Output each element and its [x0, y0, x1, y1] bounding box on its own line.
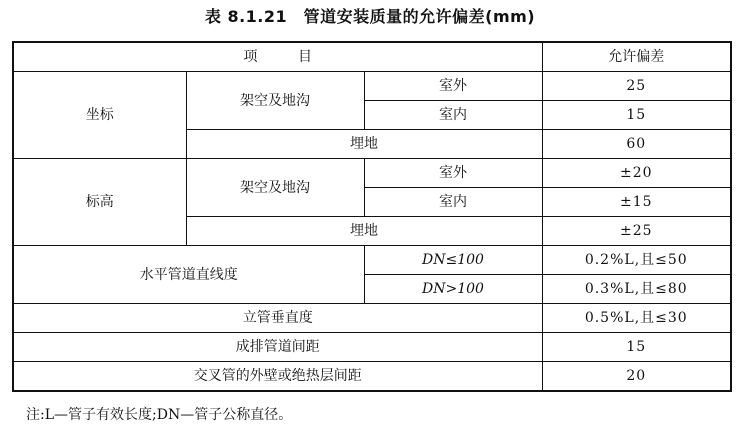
elev-label: 标高	[13, 159, 186, 246]
table-row	[13, 72, 731, 101]
table-note: 注:L—管子有效长度;DN—管子公称直径。	[26, 407, 293, 423]
horizontal-label: 水平管道直线度	[13, 246, 364, 304]
cross-label: 交叉管的外壁或绝热层间距	[13, 362, 542, 392]
vertical-label: 立管垂直度	[13, 304, 542, 333]
elev-overhead: 架空及地沟	[186, 159, 364, 217]
horizontal-cond-1: DN≤100	[364, 246, 542, 275]
cross-value: 20	[542, 362, 731, 392]
horizontal-value-2: 0.3%L,且≤80	[542, 275, 731, 304]
elev-buried: 埋地	[186, 217, 542, 246]
table-row	[13, 333, 731, 362]
horizontal-value-1: 0.2%L,且≤50	[542, 246, 731, 275]
coord-buried: 埋地	[186, 130, 542, 159]
horizontal-cond-2: DN>100	[364, 275, 542, 304]
coord-buried-value: 60	[542, 130, 731, 159]
table-title: 表 8.1.21 管道安装质量的允许偏差(mm)	[204, 7, 536, 26]
spacing-label: 成排管道间距	[13, 333, 542, 362]
coord-indoor-value: 15	[542, 101, 731, 130]
table-row	[13, 159, 731, 188]
tolerance-table	[12, 41, 732, 392]
vertical-value: 0.5%L,且≤30	[542, 304, 731, 333]
elev-outdoor-value: ±20	[542, 159, 731, 188]
coord-label: 坐标	[13, 72, 186, 159]
header-allowance: 允许偏差	[542, 42, 731, 72]
elev-outdoor: 室外	[364, 159, 542, 188]
coord-outdoor: 室外	[364, 72, 542, 101]
elev-indoor-value: ±15	[542, 188, 731, 217]
coord-outdoor-value: 25	[542, 72, 731, 101]
header-item: 项 目	[13, 42, 542, 72]
elev-buried-value: ±25	[542, 217, 731, 246]
coord-overhead: 架空及地沟	[186, 72, 364, 130]
table-row	[13, 362, 731, 392]
coord-indoor: 室内	[364, 101, 542, 130]
spacing-value: 15	[542, 333, 731, 362]
elev-indoor: 室内	[364, 188, 542, 217]
table-row	[13, 246, 731, 275]
table-row	[13, 304, 731, 333]
table-header-row	[13, 42, 731, 72]
